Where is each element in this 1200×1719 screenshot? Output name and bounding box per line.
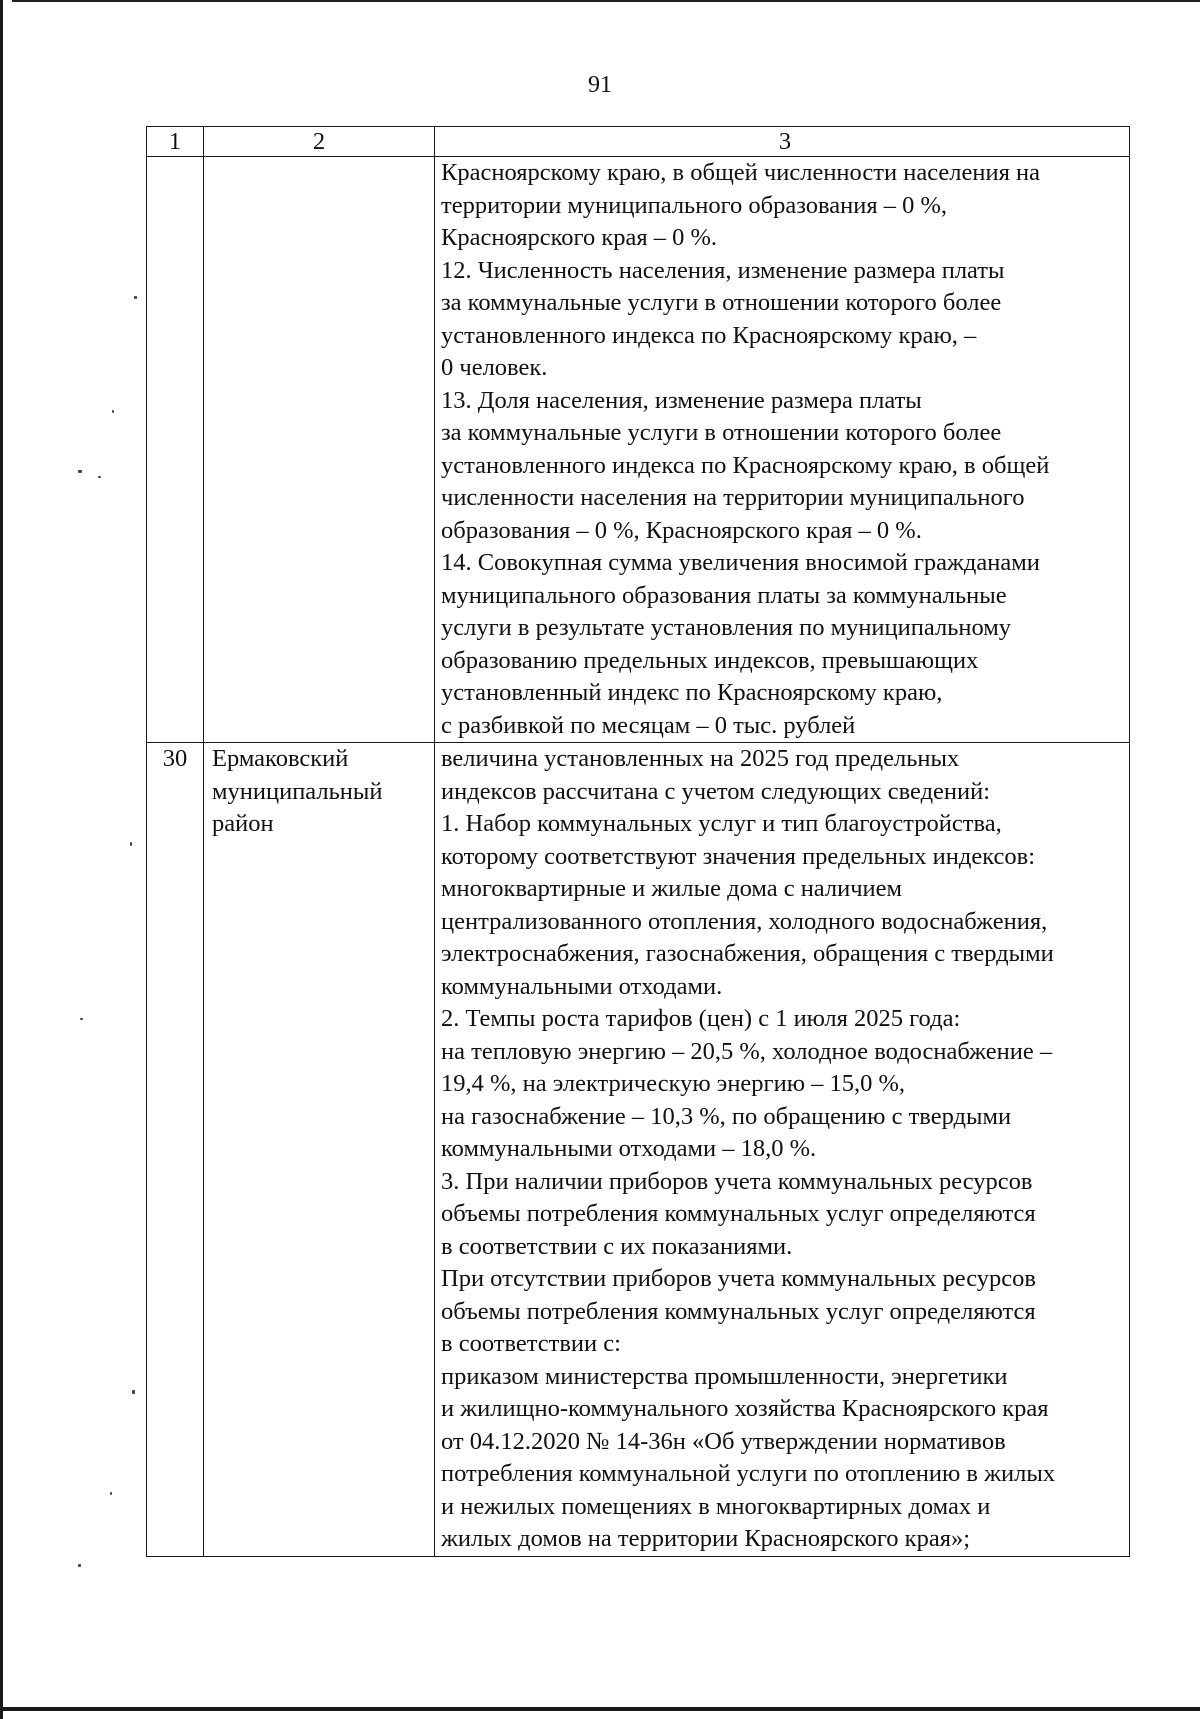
document-table (146, 126, 1130, 1557)
text-line: 14. Совокупная сумма увеличения вносимой гражданами (441, 549, 1040, 576)
scan-edge-top (12, 0, 1200, 2)
text-line: 3. При наличии приборов учета коммунальных ресурсов (441, 1167, 1033, 1195)
scan-speck (80, 1018, 83, 1020)
scan-speck (130, 842, 132, 846)
municipality-name-line: Ермаковский (212, 745, 349, 772)
text-line: на газоснабжение – 10,3 %, по обращению с твердыми (441, 1102, 1012, 1130)
text-line: 0 человек. (441, 354, 548, 381)
scan-speck (78, 1564, 81, 1567)
text-line: за коммунальные услуги в отношении которого более (441, 419, 1002, 446)
text-line: объемы потребления коммунальных услуг определяются (441, 1297, 1036, 1325)
scan-speck (110, 1492, 112, 1495)
text-line: установленного индекса по Красноярскому краю, в общей (441, 451, 1050, 479)
table-row (147, 743, 1130, 1557)
text-line: с разбивкой по месяцам – 0 тыс. рублей (441, 711, 856, 739)
text-line: жилых домов на территории Красноярского края»; (441, 1525, 971, 1552)
text-line: и нежилых помещениях в многоквартирных домах и (441, 1492, 991, 1520)
scan-speck (112, 410, 114, 413)
text-line: установленный индекс по Красноярскому краю, (441, 679, 943, 706)
text-line: численности населения на территории муниципального (441, 484, 1025, 511)
text-line: электроснабжения, газоснабжения, обращения с твердыми (441, 940, 1054, 967)
scan-edge-bottom (0, 1707, 1200, 1711)
text-line: централизованного отопления, холодного водоснабжения, (441, 907, 1048, 935)
text-line: При отсутствии приборов учета коммунальных ресурсов (441, 1265, 1036, 1292)
text-line: на тепловую энергию – 20,5 %, холодное водоснабжение – (441, 1037, 1053, 1065)
text-line: приказом министерства промышленности, энергетики (441, 1362, 1008, 1390)
municipality-cell (204, 743, 435, 1557)
scan-edge-left (0, 0, 3, 1719)
municipality-name-line: район (212, 810, 274, 837)
header-cell-3: 3 (435, 127, 1130, 157)
scan-speck (98, 476, 101, 478)
text-line: коммунальными отходами. (441, 972, 723, 1000)
text-line: образования – 0 %, Красноярского края – 0 %. (441, 516, 922, 544)
text-line: 1. Набор коммунальных услуг и тип благоустройства, (441, 810, 1002, 837)
text-line: услуги в результате установления по муниципальному (441, 614, 1012, 641)
text-line: Красноярского края – 0 %. (441, 224, 718, 251)
text-line: за коммунальные услуги в отношении которого более (441, 289, 1002, 316)
text-line: которому соответствуют значения предельных индексов: (441, 842, 1036, 870)
row-number-cell (147, 157, 204, 743)
header-cell-2: 2 (204, 127, 435, 157)
text-line: территории муниципального образования – 0 %, (441, 191, 948, 219)
description-cell (435, 157, 1130, 743)
text-line: 12. Численность населения, изменение размера платы (441, 256, 1005, 284)
text-line: коммунальными отходами – 18,0 %. (441, 1135, 817, 1162)
text-line: муниципального образования платы за коммунальные (441, 581, 1007, 609)
page-number: 91 (588, 72, 612, 98)
row-number-cell: 30 (147, 743, 204, 1557)
table-header-row (147, 127, 1130, 157)
scan-speck (78, 470, 82, 473)
text-line: в соответствии с: (441, 1330, 621, 1357)
text-line: образованию предельных индексов, превышающих (441, 646, 979, 674)
text-line: 13. Доля населения, изменение размера платы (441, 386, 922, 414)
scan-speck (132, 1390, 135, 1394)
text-line: от 04.12.2020 № 14-36н «Об утверждении нормативов (441, 1427, 1006, 1455)
description-cell (435, 743, 1130, 1557)
text-line: потребления коммунальной услуги по отоплению в жилых (441, 1460, 1056, 1487)
scan-speck (134, 296, 137, 299)
municipality-cell (204, 157, 435, 743)
text-line: многоквартирные и жилые дома с наличием (441, 875, 903, 902)
text-line: Красноярскому краю, в общей численности населения на (441, 159, 1040, 186)
text-line: установленного индекса по Красноярскому краю, – (441, 321, 977, 349)
text-line: 2. Темпы роста тарифов (цен) с 1 июля 2025 года: (441, 1005, 961, 1032)
text-line: величина установленных на 2025 год предельных (441, 745, 960, 772)
text-line: 19,4 %, на электрическую энергию – 15,0 %, (441, 1070, 906, 1097)
municipality-name-line: муниципальный (212, 777, 383, 805)
text-line: объемы потребления коммунальных услуг определяются (441, 1200, 1036, 1227)
table-row (147, 157, 1130, 743)
text-line: в соответствии с их показаниями. (441, 1232, 793, 1260)
text-line: индексов рассчитана с учетом следующих сведений: (441, 777, 991, 805)
header-cell-1: 1 (147, 127, 204, 157)
text-line: и жилищно-коммунального хозяйства Красноярского края (441, 1395, 1049, 1422)
